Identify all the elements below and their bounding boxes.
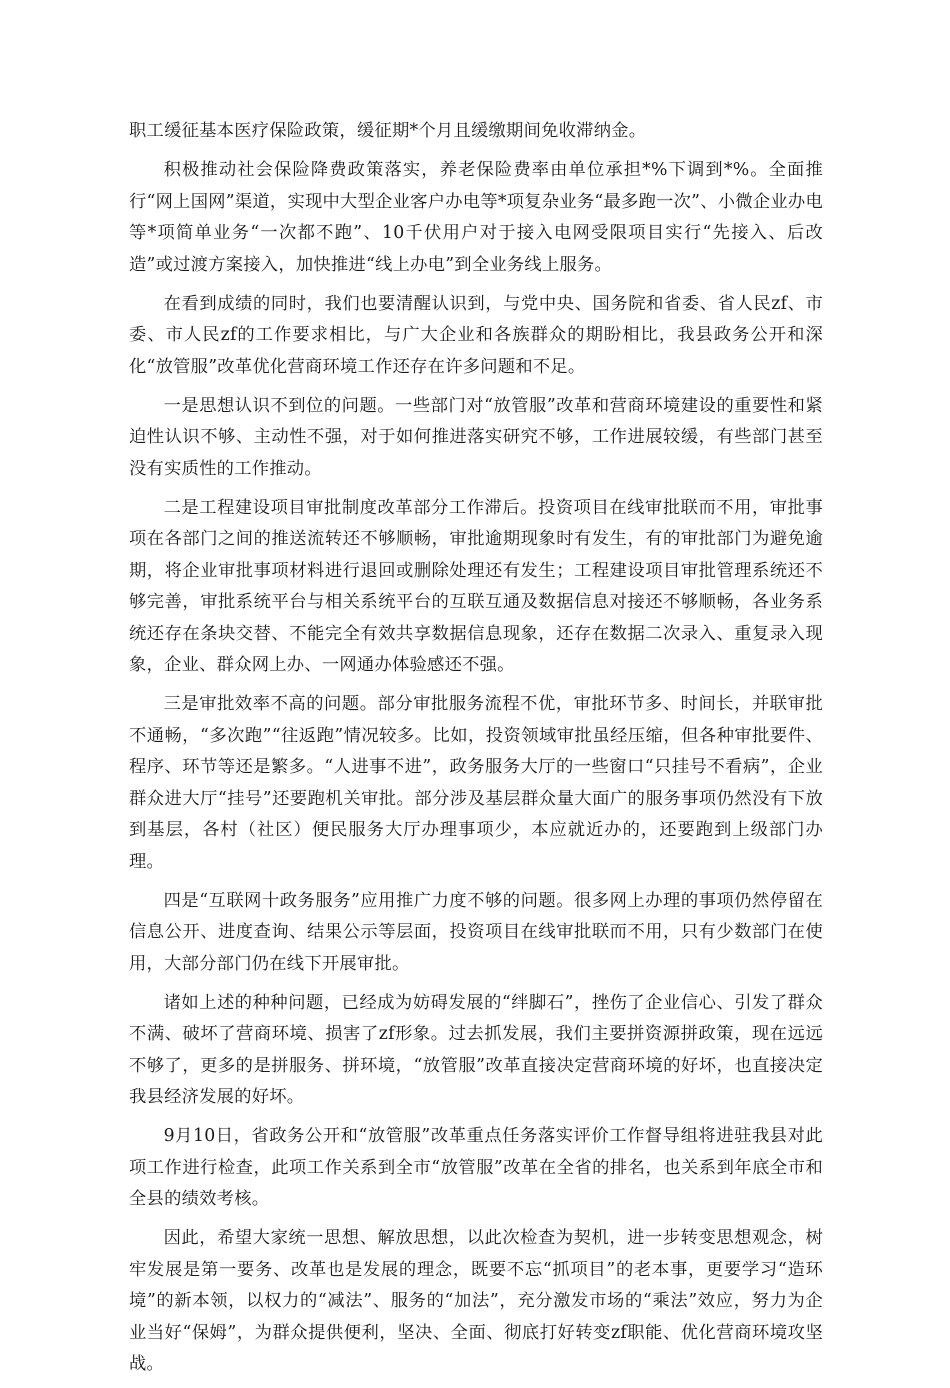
paragraph-9: 9月10日，省政务公开和“放管服”改革重点任务落实评价工作督导组将进驻我县对此项工作进行检查，此项工作关系到全市“放管服”改革在全省的排名，也关系到年底全市和全县的绩效考核。 [129,1126,823,1209]
paragraph-10: 因此，希望大家统一思想、解放思想，以此次检查为契机，进一步转变思想观念，树牢发展是第一要务、改革也是发展的理念，既要不忘“抓项目”的老本事，更要学习“造环境”的新本领，以权力的“减法”、服务的“加法”，充分激发市场的“乘法”效应，努力为企业当好“保姆”，为群众提供便利，坚决、全面、彻底打好转变zf职能、优化营商环境攻坚战。 [129,1228,823,1374]
paragraph-4: 一是思想认识不到位的问题。一些部门对“放管服”改革和营商环境建设的重要性和紧迫性认识不够、主动性不强，对于如何推进落实研究不够，工作进展较缓，有些部门甚至没有实质性的工作推动。 [129,395,823,479]
paragraph-1: 职工缓征基本医疗保险政策，缓征期*个月且缓缴期间免收滞纳金。 [129,121,647,141]
paragraph-7: 四是“互联网十政务服务”应用推广力度不够的问题。很多网上办理的事项仍然停留在信息公开、进度查询、结果公示等层面，投资项目在线审批联而不用，只有少数部门在使用，大部分部门仍在线下开展审批。 [129,890,823,974]
paragraph-3: 在看到成绩的同时，我们也要清醒认识到，与党中央、国务院和省委、省人民zf、市委、市人民zf的工作要求相比，与广大企业和各族群众的期盼相比，我县政务公开和深化“放管服”改革优化营商环境工作还存在许多问题和不足。 [129,293,823,377]
paragraph-6: 三是审批效率不高的问题。部分审批服务流程不优，审批环节多、时间长，并联审批不通畅，“多次跑”“往返跑”情况较多。比如，投资领域审批虽经压缩，但各种审批要件、程序、环节等还是繁多。“人进事不进”，政务服务大厅的一些窗口“只挂号不看病”，企业群众进大厅“挂号”还要跑机关审批。部分涉及基层群众量大面广的服务事项仍然没有下放到基层，各村（社区）便民服务大厅办理事项少，本应就近办的，还要跑到上级部门办理。 [129,694,823,872]
document-body [129,116,823,1388]
paragraph-2: 积极推动社会保险降费政策落实，养老保险费率由单位承担*%下调到*%。全面推行“网上国网”渠道，实现中大型企业客户办电等*项复杂业务“最多跑一次”、小微企业办电等*项简单业务“一次都不跑”、10千伏用户对于接入电网受限项目实行“先接入、后改造”或过渡方案接入，加快推进“线上办电”到全业务线上服务。 [129,160,823,275]
paragraph-5: 二是工程建设项目审批制度改革部分工作滞后。投资项目在线审批联而不用，审批事项在各部门之间的推送流转还不够顺畅，审批逾期现象时有发生，有的审批部门为避免逾期，将企业审批事项材料进行退回或删除处理还有发生；工程建设项目审批管理系统还不够完善，审批系统平台与相关系统平台的互联互通及数据信息对接还不够顺畅，各业务系统还存在条块交替、不能完全有效共享数据信息现象，还存在数据二次录入、重复录入现象，企业、群众网上办、一网通办体验感还不强。 [129,497,823,675]
paragraph-8: 诸如上述的种种问题，已经成为妨碍发展的“绊脚石”，挫伤了企业信心、引发了群众不满、破坏了营商环境、损害了zf形象。过去抓发展，我们主要拼资源拼政策，现在远远不够了，更多的是拼服务、拼环境，“放管服”改革直接决定营商环境的好坏，也直接决定我县经济发展的好坏。 [129,992,823,1107]
